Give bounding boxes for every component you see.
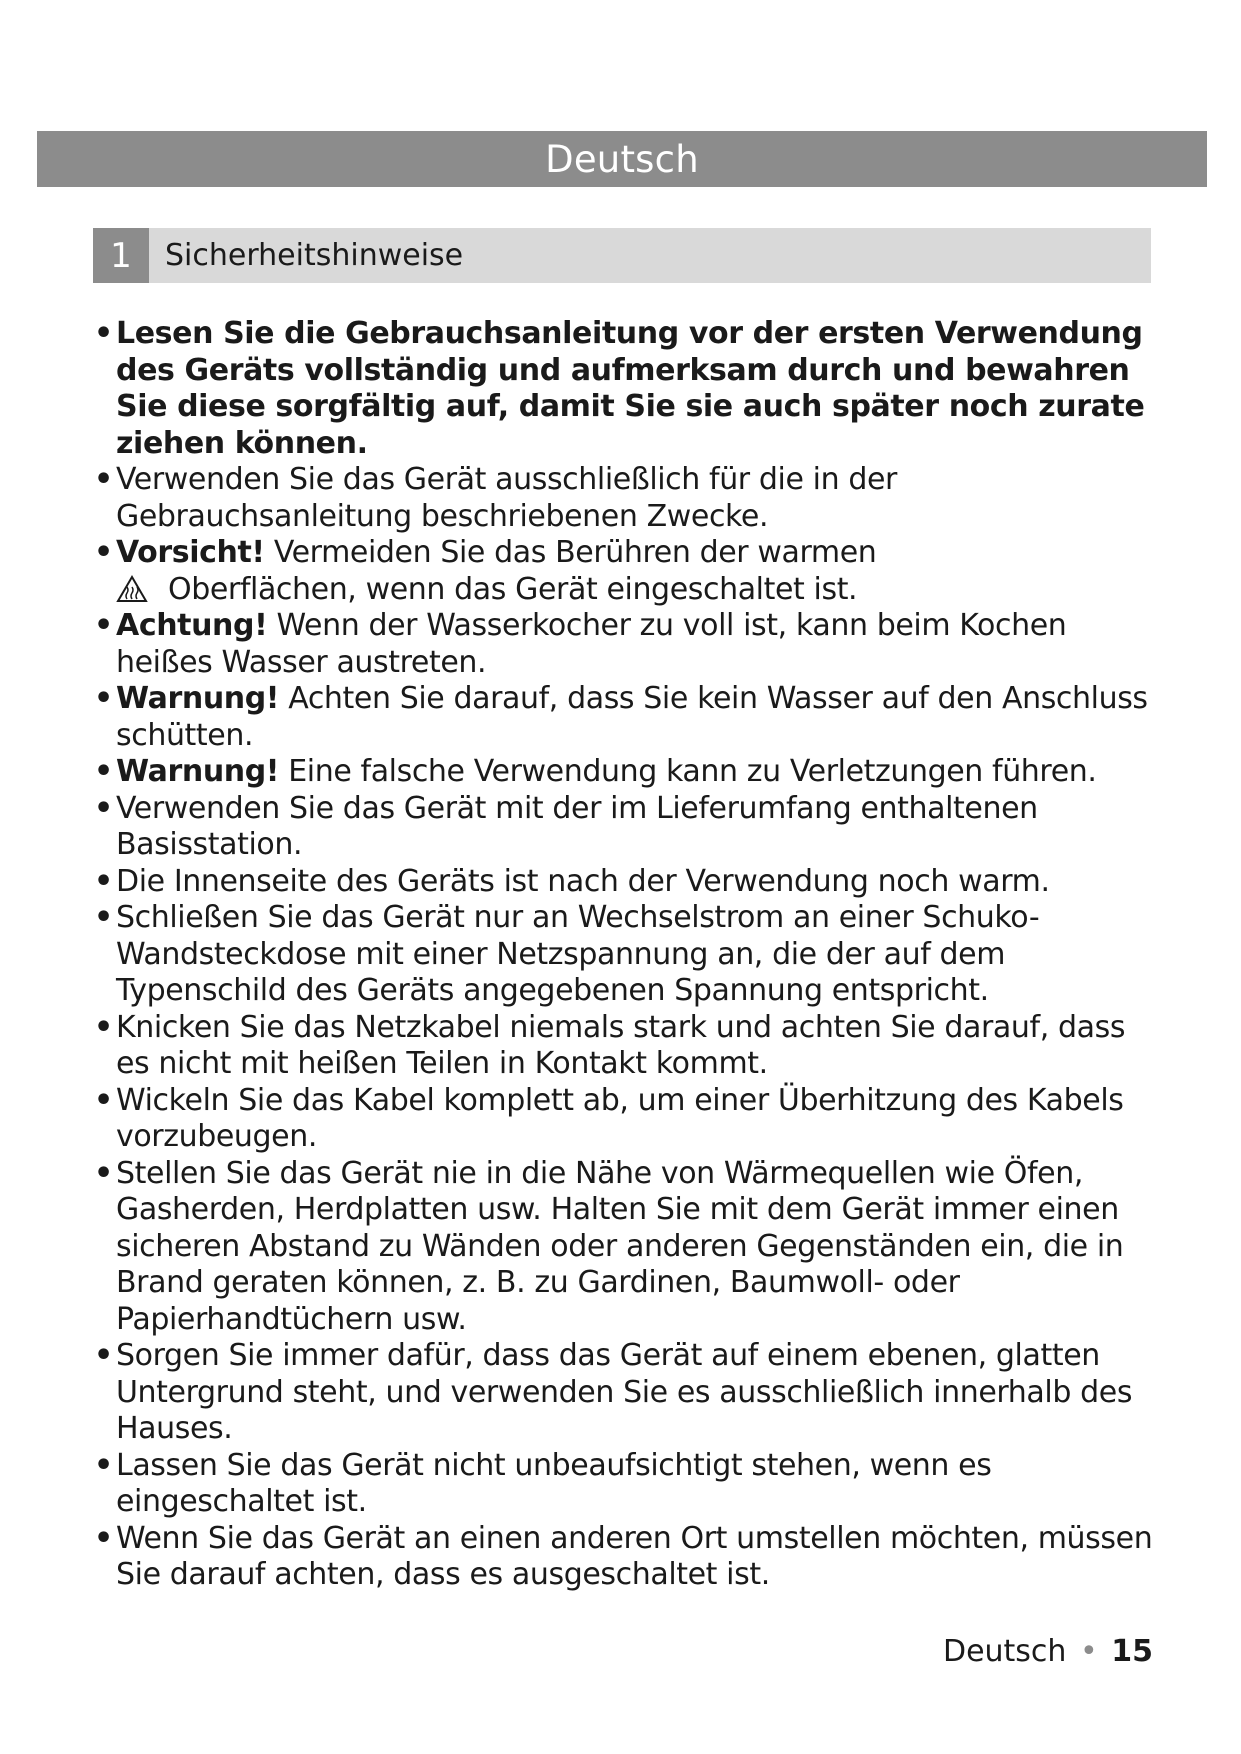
bullet: •: [94, 900, 113, 935]
list-item: [94, 462, 1160, 535]
item-text: Knicken Sie das Netzkabel niemals stark und achten Sie darauf, dass es nicht mit heißen Teilen in Kontakt kommt.: [116, 1009, 1126, 1081]
bullet: •: [94, 1338, 113, 1373]
footer-separator: •: [1080, 1634, 1098, 1669]
bullet: •: [94, 608, 113, 643]
language-banner-title: Deutsch: [545, 137, 699, 181]
list-item: [94, 1010, 1160, 1083]
item-text: Wenn Sie das Gerät an einen anderen Ort umstellen möchten, müssen Sie darauf achten, dass es ausgeschaltet ist.: [116, 1520, 1153, 1592]
hot-surface-warning-icon: [116, 575, 148, 603]
item-text-continued: Oberflächen, wenn das Gerät eingeschaltet ist.: [168, 571, 858, 607]
list-item: [94, 608, 1160, 681]
bullet: •: [94, 790, 113, 826]
page-number: 15: [1111, 1634, 1153, 1669]
bullet: •: [94, 1009, 113, 1045]
item-text: Verwenden Sie das Gerät mit der im Lieferumfang enthaltenen Basisstation.: [116, 790, 1038, 862]
section-header: [93, 228, 1151, 283]
bullet: •: [94, 1520, 113, 1556]
list-item: [94, 1448, 1160, 1521]
bullet: •: [94, 1082, 113, 1118]
page-footer: [943, 1634, 1153, 1669]
list-item: [94, 864, 1160, 901]
safety-instructions-list: [94, 316, 1160, 1594]
item-text: Sorgen Sie immer dafür, dass das Gerät auf einem ebenen, glatten Untergrund steht, und verwenden Sie es ausschließlich innerhalb des Hauses.: [116, 1338, 1133, 1446]
list-item: [94, 1521, 1160, 1594]
item-text: Die Innenseite des Geräts ist nach der Verwendung noch warm.: [116, 863, 1050, 899]
bullet: •: [94, 535, 113, 570]
language-banner: [37, 131, 1207, 187]
item-text: Lassen Sie das Gerät nicht unbeaufsichtigt stehen, wenn es eingeschaltet ist.: [116, 1447, 992, 1519]
item-text: Wenn der Wasserkocher zu voll ist, kann beim Kochen heißes Wasser austreten.: [116, 608, 1067, 680]
item-text: Vermeiden Sie das Berühren der warmen: [273, 535, 877, 570]
list-item: [94, 1338, 1160, 1448]
item-text: Eine falsche Verwendung kann zu Verletzungen führen.: [288, 754, 1097, 789]
list-item: [94, 681, 1160, 754]
list-item: [94, 791, 1160, 864]
item-text: Lesen Sie die Gebrauchsanleitung vor der ersten Verwendung des Geräts vollständig und aufmerksam durch und bewahren Sie diese sorgfältig auf, damit Sie sie auch später noch zurate ziehen können.: [116, 316, 1145, 461]
list-item: [94, 1083, 1160, 1156]
bullet: •: [94, 1447, 113, 1483]
list-item: [94, 900, 1160, 1010]
section-title: Sicherheitshinweise: [165, 238, 464, 273]
list-item: [94, 535, 1160, 608]
item-text: Stellen Sie das Gerät nie in die Nähe von Wärmequellen wie Öfen, Gasherden, Herdplatten usw. Halten Sie mit dem Gerät immer einen sicheren Abstand zu Wänden oder anderen Gegenständen ein, die in Brand geraten können, z. B. zu Gardinen, Baumwoll- oder Papierhandtüchern usw.: [116, 1155, 1124, 1337]
list-item: [94, 316, 1160, 462]
item-text: Verwenden Sie das Gerät ausschließlich für die in der Gebrauchsanleitung beschriebenen Zwecke.: [116, 462, 897, 534]
bullet: •: [94, 754, 113, 789]
item-label: Warnung!: [116, 681, 280, 716]
footer-language: Deutsch: [942, 1634, 1067, 1669]
item-text: Schließen Sie das Gerät nur an Wechselstrom an einer Schuko-Wandsteckdose mit einer Netzspannung an, die der auf dem Typenschild des Geräts angegebenen Spannung entspricht.: [116, 900, 1040, 1008]
bullet: •: [94, 1155, 113, 1191]
item-label: Achtung!: [116, 608, 268, 643]
bullet: •: [94, 316, 113, 351]
bullet: •: [94, 681, 113, 716]
list-item: [94, 754, 1160, 791]
bullet: •: [94, 863, 113, 899]
item-text: Wickeln Sie das Kabel komplett ab, um einer Überhitzung des Kabels vorzubeugen.: [116, 1082, 1124, 1154]
item-text: Achten Sie darauf, dass Sie kein Wasser auf den Anschluss schütten.: [116, 681, 1148, 753]
bullet: •: [94, 462, 113, 497]
list-item: [94, 1156, 1160, 1339]
section-number: 1: [93, 228, 149, 283]
item-label: Vorsicht!: [116, 535, 265, 570]
item-label: Warnung!: [116, 754, 280, 789]
